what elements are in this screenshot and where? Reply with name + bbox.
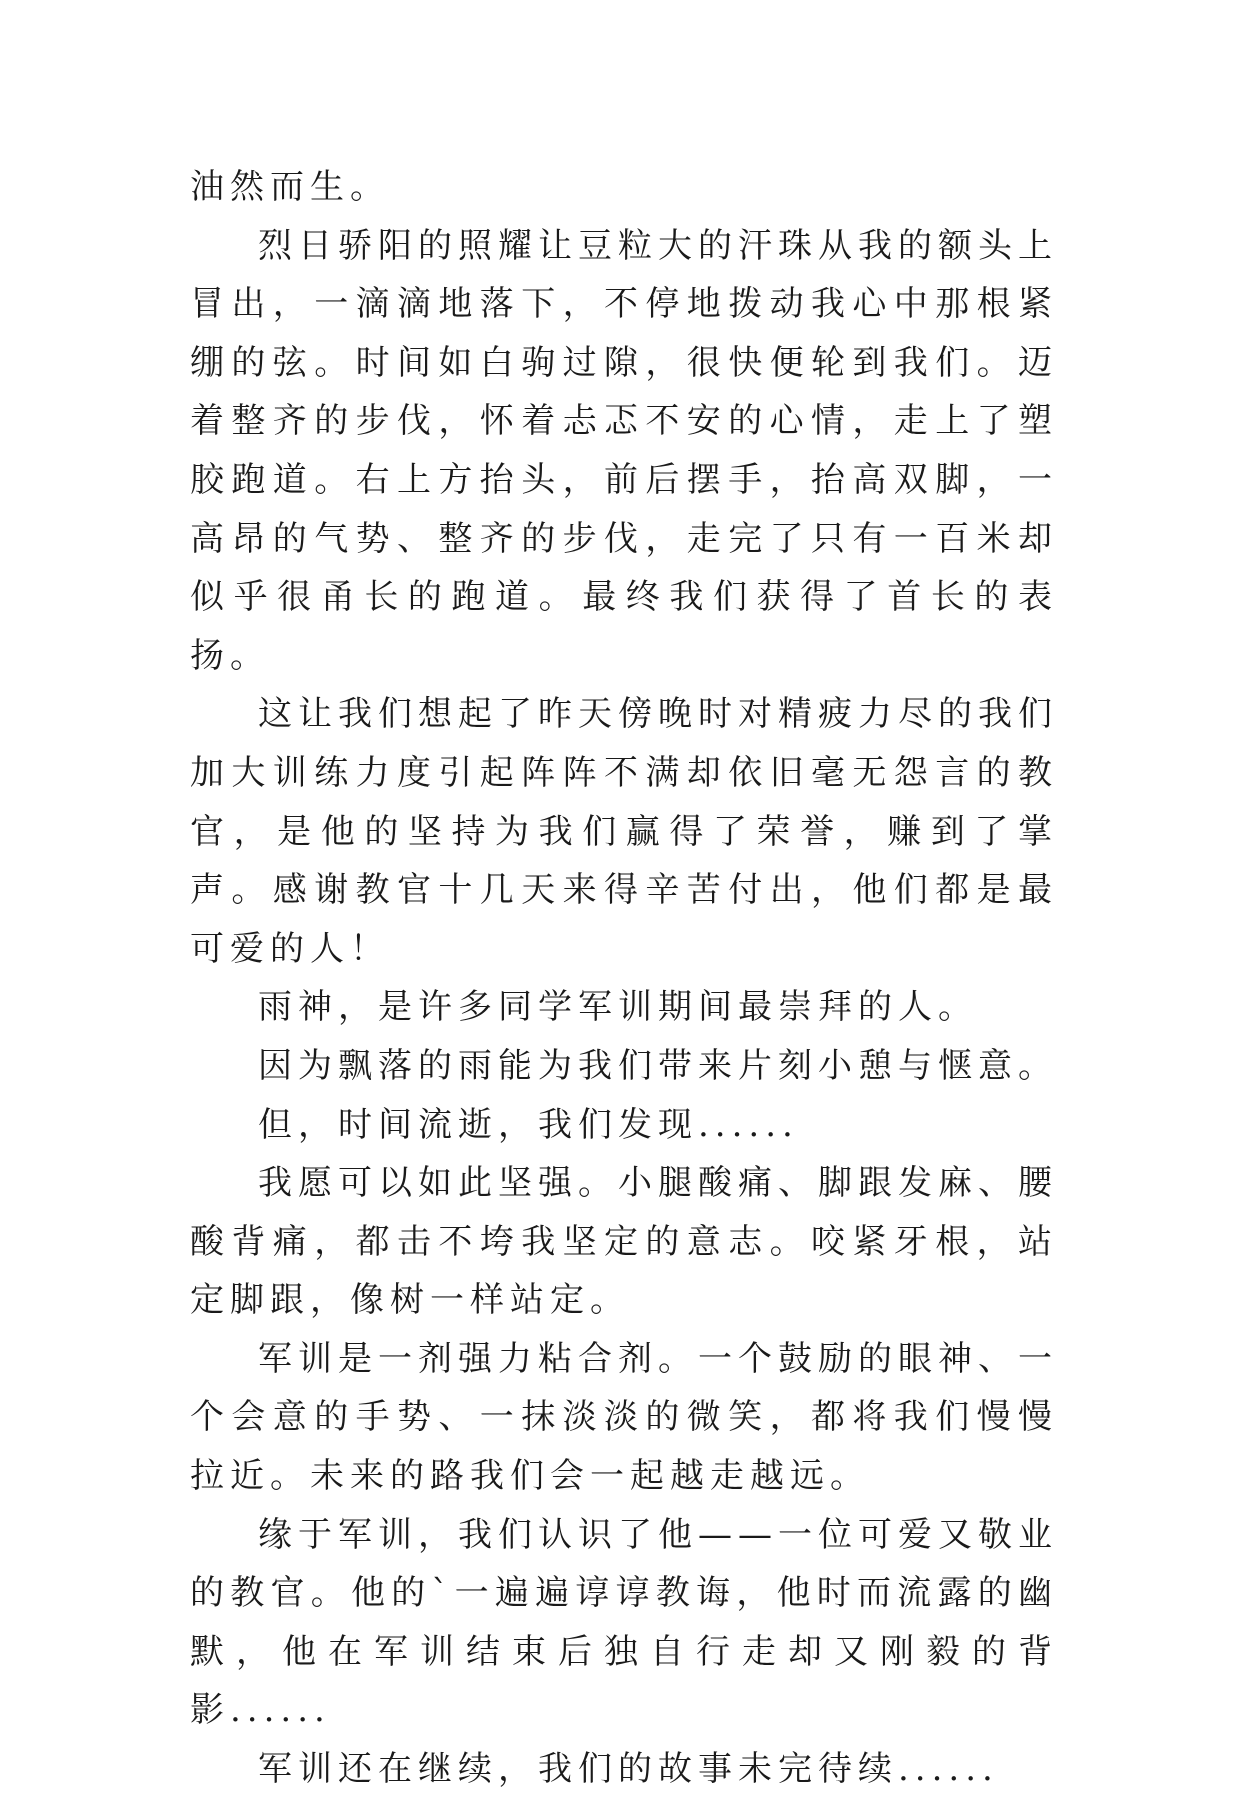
paragraph-to-be-continued: 军训还在继续，我们的故事未完待续...... bbox=[258, 1749, 999, 1790]
essay-body bbox=[190, 158, 1058, 1799]
paragraph-rain-rest: 因为飘落的雨能为我们带来片刻小憩与惬意。 bbox=[258, 1045, 1058, 1086]
paragraph-sun-march: 烈日骄阳的照耀让豆粒大的汗珠从我的额头上冒出，一滴滴地落下，不停地拨动我心中那根紧绷的弦。时间如白驹过隙，很快便轮到我们。迈着整齐的步伐，怀着忐忑不安的心情，走上了塑胶跑道。右上方抬头，前后摆手，抬高双脚，一高昂的气势、整齐的步伐，走完了只有一百米却似乎很甬长的跑道。最终我们获得了首长的表扬。 bbox=[190, 225, 1058, 676]
paragraph-rain-god: 雨神，是许多同学军训期间最崇拜的人。 bbox=[258, 987, 978, 1028]
paragraph-instructor-thanks: 这让我们想起了昨天傍晚时对精疲力尽的我们加大训练力度引起阵阵不满却依旧毫无怨言的教官，是他的坚持为我们赢得了荣誉，赚到了掌声。感谢教官十几天来得辛苦付出，他们都是最可爱的人！ bbox=[190, 694, 1058, 969]
paragraph-strong-will: 我愿可以如此坚强。小腿酸痛、脚跟发麻、腰酸背痛，都击不垮我坚定的意志。咬紧牙根，站定脚跟，像树一样站定。 bbox=[190, 1163, 1058, 1321]
paragraph-instructor-memory: 缘于军训，我们认识了他——一位可爱又敬业的教官。他的`一遍遍谆谆教诲，他时而流露的幽默，他在军训结束后独自行走却又刚毅的背影...... bbox=[190, 1514, 1058, 1731]
paragraph-time-passes: 但，时间流逝，我们发现...... bbox=[258, 1104, 799, 1145]
paragraph-adhesive: 军训是一剂强力粘合剂。一个鼓励的眼神、一个会意的手势、一抹淡淡的微笑，都将我们慢慢拉近。未来的路我们会一起越走越远。 bbox=[190, 1338, 1058, 1497]
paragraph-continuation: 油然而生。 bbox=[190, 167, 390, 207]
